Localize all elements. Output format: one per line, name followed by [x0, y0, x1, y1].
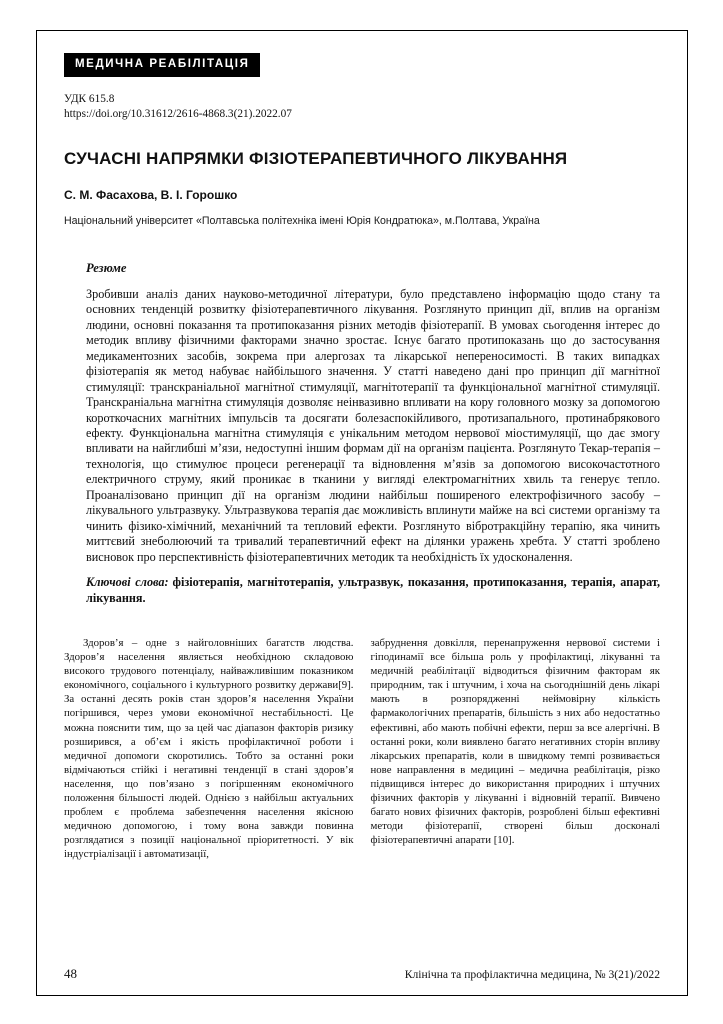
- article-title: СУЧАСНІ НАПРЯМКИ ФІЗІОТЕРАПЕВТИЧНОГО ЛІКУВАННЯ: [64, 149, 568, 169]
- body-columns: [64, 636, 660, 861]
- udc-line: УДК 615.8: [64, 92, 115, 105]
- keywords-text: фізіотерапія, магнітотерапія, ультразвук, показання, протипоказання, терапія, апарат, лікування.: [86, 575, 660, 605]
- keywords-label: Ключові слова:: [86, 575, 169, 590]
- journal-name: Клінічна та профілактична медицина, № 3(21)/2022: [404, 968, 660, 981]
- doi-line: https://doi.org/10.31612/2616-4868.3(21).2022.07: [64, 108, 292, 121]
- abstract-heading: Резюме: [86, 260, 127, 275]
- page-footer: [64, 956, 660, 982]
- left-column: Здоров’я – одне з найголовніших багатств людства. Здоров’я населення являється необхідною складовою високого трудового потенціалу, найважливішим показником економічного, соціального і культурного розвитку держави[9]. За останні десять років стан здоров’я населення України погіршився, через умови економічної нестабільності. Це можна пояснити тим, що за цей час діапазон факторів ризику розширився, а об’єм і якість профілактичної роботи і медичної допомоги скоротились. Тобто за останні роки відмічаються стійкі і негативні тенденції в стані здоров’я населення, що пов’язано з погіршенням економічного положення більшості людей. Однією з найбільш актуальних проблем є проблема забезпечення населення якісною медичною допомогою, і тому вона завжди повинна розглядатися з позиції національної пріоритетності. У вік індустріалізації і автоматизації,: [64, 637, 354, 860]
- abstract-body: Зробивши аналіз даних науково-методичної літератури, було представлено інформацію щодо стану та основних тенденцій розвитку фізіотерапевтичного лікування. Розглянуто принцип дії, вплив на організм людини, основні показання та протипоказання різних методів фізіотерапії. В умовах сьогодення інтерес до методик впливу фізичними факторами значно зростає. Існує багато протипоказань що до застосування медикаментозних засобів, зокрема при алергозах та лікарської непереносимості. В таких випадках фізіотерапія як метод набуває найбільшого значення. У статті наведено дані про принцип дії магнітної стимуляції: транскраніальної магнітної стимуляції, магнітотерапії та функціональної магнітної стимуляції. Транскраніальна магнітна стимуляція дозволяє неінвазивно впливати на кору головного мозку за допомогою короткочасних магнітних імпульсів та досягати болезаспокійливого, протизапального, протинабрякового ефекту. Функціональна магнітна стимуляція є унікальним методом нервової міостимуляції, що дає змогу впливати на найглибші м’язи, недоступні іншим формам дії на організм пацієнта. Розглянуто Текар-терапія – технологія, що стимулює процеси регенерації та відновлення м’язів за допомогою високочастотного електричного струму, який проникає в тканини у вигляді електромагнітних хвиль та генерує тепло. Проаналізовано принцип дії на організм людини найбільш поширеного електрофізичного засобу – лікувального ультразвуку. Ультразвукова терапія дає можливість вплинути майже на всі системи організму та чинить фізико-хімічний, механічний та тепловий ефекти. Розглянуто вібротракційну терапію, яка чинить миттєвий знеболюючий та тривалий терапевтичний ефект на ділянки уражень хребта. У статті зроблено висновок про перспективність фізіотерапевтичних методик та необхідність їх удосконалення.: [86, 286, 660, 564]
- section-header-label: МЕДИЧНА РЕАБІЛІТАЦІЯ: [75, 58, 250, 70]
- page-border-frame: [36, 30, 688, 996]
- meta-block: [64, 92, 660, 124]
- page-number: 48: [64, 966, 77, 981]
- right-column: забруднення довкілля, перенапруження нервової системи і гіподинамії все більша роль у профілактиці, лікуванні та медичній реабілітації відводиться фізичним факторам як природним, так і штучним, і хоча на сьогоднішній день лікарі мають в розпорядженні неймовірну кількість фармакологічних препаратів, більшість з них або недостатньо ефективні, або мають побічні ефекти, перш за все алергічні. В останні роки, коли виявлено багато негативних сторін впливу лікарських препаратів, коли в швидкому темпі розвивається нове направлення в медицині – медична реабілітація, різко підвищився інтерес до використання природних і штучних фізичних факторів у лікуванні і відновній терапії. Вивчено багато нових фізичних факторів, розроблені більш ефективні методи фізіотерапії, створені більш досконалі фізіотерапевтичні апарати [10].: [370, 637, 660, 846]
- affiliation-line: Національний університет «Полтавська політехніка імені Юрія Кондратюка», м.Полтава, Україна: [64, 214, 540, 227]
- section-header-bar: [64, 53, 260, 77]
- abstract-section: [86, 261, 660, 607]
- authors-line: С. М. Фасахова, В. І. Горошко: [64, 187, 238, 202]
- keywords-paragraph: [86, 575, 660, 606]
